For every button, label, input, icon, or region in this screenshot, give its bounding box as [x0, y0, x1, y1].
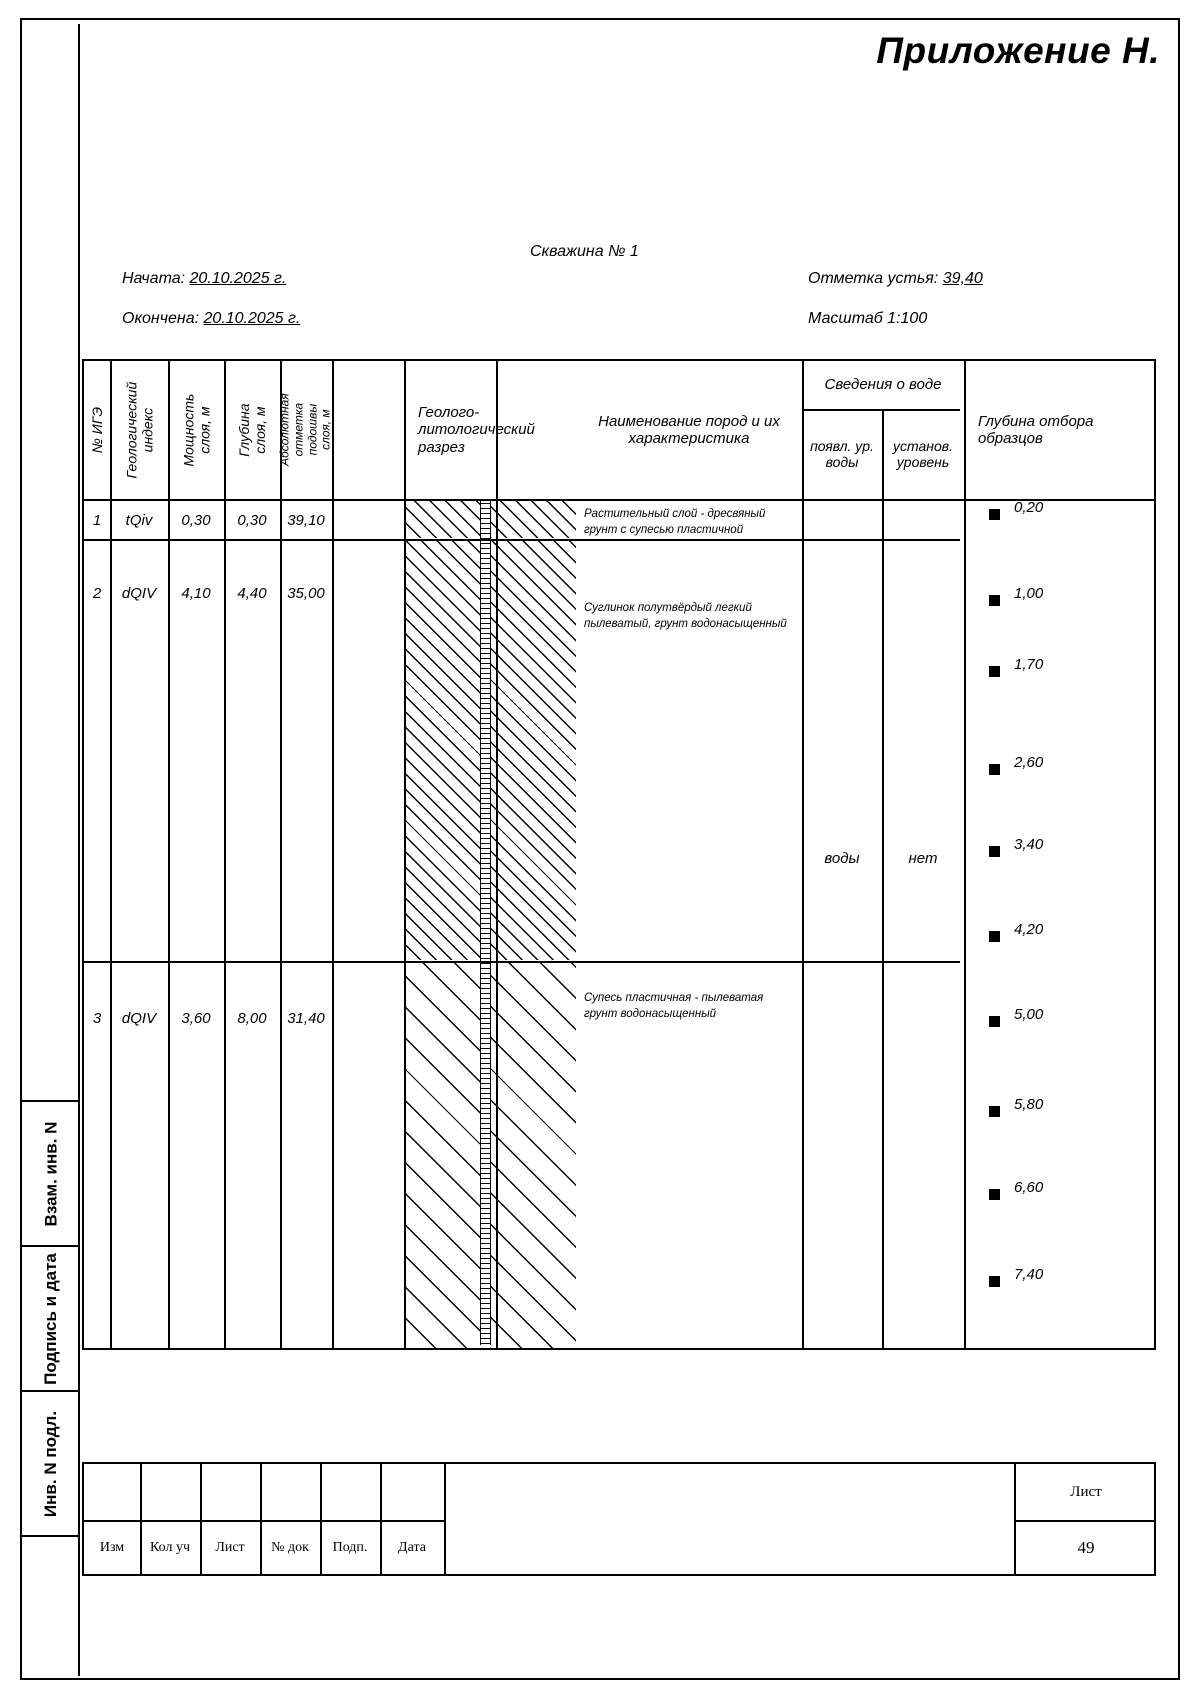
casing-line-left: [480, 501, 481, 1345]
row3-thickness: 3,60: [181, 1009, 211, 1027]
stamp-col-koluch: Кол уч: [150, 1540, 190, 1555]
row1-ige: 1: [92, 511, 102, 529]
casing-line-right: [490, 501, 491, 1345]
finished-value: 20.10.2025 г.: [203, 310, 301, 327]
header-samples: Глубина отбора образцов: [978, 412, 1094, 447]
sample-depth: 7,40: [1014, 1266, 1044, 1283]
header-geo-index: Геологический индекс: [122, 381, 156, 479]
header-water-group: Сведения о воде: [824, 376, 942, 394]
finished-row: [122, 310, 300, 328]
header-abs-mark: Абсолютная отметка подошвы слоя, м: [277, 393, 333, 467]
stamp-col-list: Лист: [215, 1540, 245, 1555]
lithology-row1-right: [490, 501, 576, 538]
water-appear-value: воды: [824, 849, 860, 867]
sample-depth: 3,40: [1014, 836, 1044, 853]
sample-marker: [989, 931, 1000, 942]
page-title: Приложение Н.: [876, 30, 1160, 71]
sample-depth: 1,00: [1014, 585, 1044, 602]
stamp-sheet-label: Лист: [1070, 1483, 1102, 1500]
borehole-casing: [480, 501, 490, 1349]
margin-label-inv: Инв. N подл.: [41, 1410, 61, 1517]
row2-depth: 4,40: [237, 584, 267, 602]
stamp-col-ndoc: № док: [271, 1540, 309, 1555]
vline-5: [332, 361, 334, 1348]
stamp-sheet-number: 49: [1077, 1538, 1095, 1557]
sample-marker: [989, 1276, 1000, 1287]
sample-depth: 6,60: [1014, 1179, 1044, 1196]
lithology-row3-left: [404, 961, 480, 1349]
scale-label: Масштаб 1:100: [808, 310, 928, 327]
sample-marker: [989, 764, 1000, 775]
sample-marker: [989, 846, 1000, 857]
row3-ige: 3: [92, 1009, 102, 1027]
sample-depth: 5,00: [1014, 1006, 1044, 1023]
sample-depth: 0,20: [1014, 499, 1044, 516]
margin-cell-podpis: [22, 1247, 80, 1392]
row3-description: Супесь пластичная - пылеватая грунт водонасыщенный: [584, 992, 764, 1020]
header-ige: № ИГЭ: [88, 406, 105, 454]
sample-marker: [989, 1106, 1000, 1117]
water-set-value: нет: [908, 849, 938, 867]
header-thickness: Мощность слоя, м: [179, 393, 213, 467]
title-block: [82, 1462, 1156, 1576]
header-depth: Глубина слоя, м: [235, 403, 268, 457]
row2-thickness: 4,10: [181, 584, 211, 602]
sample-depth: 1,70: [1014, 656, 1044, 673]
sample-marker: [989, 509, 1000, 520]
lithology-row1-left: [404, 501, 480, 538]
stamp-col-izm: Изм: [99, 1540, 125, 1555]
borehole-label: Скважина № 1: [530, 243, 639, 260]
mark-label: Отметка устья:: [808, 270, 939, 287]
row2-abs-mark: 35,00: [287, 584, 325, 602]
row2-geo-index: dQIV: [121, 584, 157, 602]
started-value: 20.10.2025 г.: [189, 270, 287, 287]
row1-abs-mark: 39,10: [287, 511, 325, 529]
sample-depth: 4,20: [1014, 921, 1044, 938]
header-description: Наименование пород и их характеристика: [598, 412, 780, 447]
margin-cell-empty: [22, 1537, 80, 1680]
margin-cell-inv: [22, 1392, 80, 1537]
finished-label: Окончена:: [122, 310, 200, 327]
borehole-log-table: [82, 359, 1156, 1350]
header-lithology-column: Геолого-литологический разрез: [418, 404, 535, 456]
margin-label-podpis: Подпись и дата: [41, 1252, 60, 1385]
sample-marker: [989, 1189, 1000, 1200]
row1-description: Растительный слой - дресвяный грунт с супесью пластичной: [584, 508, 766, 536]
margin-label-vzam: Взам. инв. N: [41, 1121, 60, 1226]
lithology-row2-left: [404, 539, 480, 960]
row3-depth: 8,00: [237, 1009, 267, 1027]
stamp-col-podp: Подп.: [332, 1540, 368, 1555]
row2-description: Суглинок полутвёрдый легкий пылеватый, грунт водонасыщенный: [584, 602, 787, 630]
row3-abs-mark: 31,40: [287, 1009, 325, 1027]
sample-depth: 5,80: [1014, 1096, 1044, 1113]
stamp-vline-6: [444, 1464, 446, 1574]
row3-geo-index: dQIV: [121, 1009, 157, 1027]
lithology-row2-right: [490, 539, 576, 960]
mark-value: 39,40: [942, 270, 983, 287]
sample-marker: [989, 1016, 1000, 1027]
stamp-col-data: Дата: [398, 1540, 426, 1555]
row1-depth: 0,30: [237, 511, 267, 529]
mark-row: [808, 270, 983, 288]
vline-10: [964, 361, 966, 1348]
sample-marker: [989, 595, 1000, 606]
vline-9: [882, 409, 884, 1348]
row2-ige: 2: [92, 584, 102, 602]
sample-marker: [989, 666, 1000, 677]
sample-depth: 2,60: [1014, 754, 1044, 771]
started-label: Начата:: [122, 270, 186, 287]
started-row: [122, 270, 286, 288]
row1-thickness: 0,30: [181, 511, 211, 529]
lithology-row3-right: [490, 961, 576, 1349]
header-water-appear: появл. ур. воды: [810, 437, 874, 470]
left-margin-column: [22, 1100, 80, 1678]
row1-geo-index: tQiv: [125, 511, 153, 529]
header-water-set: установ. уровень: [893, 437, 953, 470]
margin-cell-vzam: [22, 1102, 80, 1247]
